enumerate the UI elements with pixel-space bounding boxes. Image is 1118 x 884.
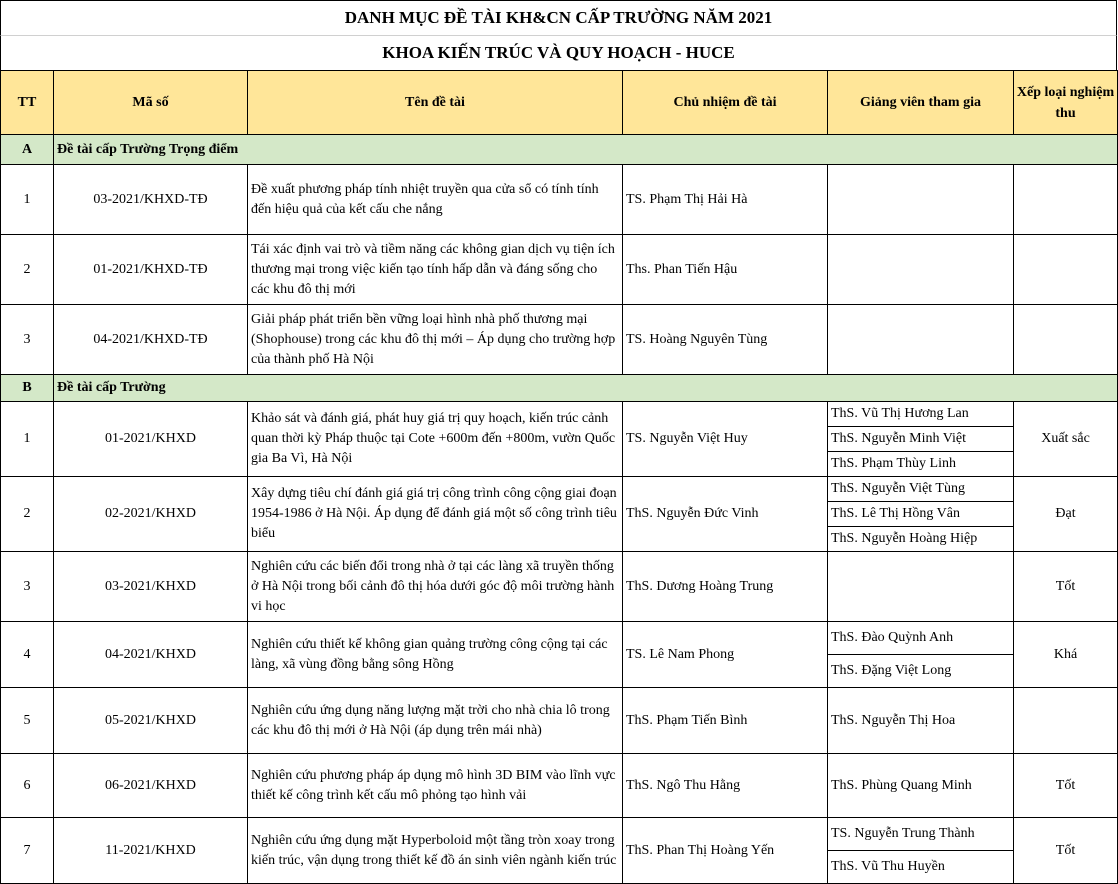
- participants-list: [828, 688, 1013, 753]
- section-name: Đề tài cấp Trường Trọng điểm: [54, 135, 1118, 165]
- row-topic: Nghiên cứu thiết kế không gian quảng trường công cộng tại các làng, xã vùng đồng bằng sông Hồng: [248, 622, 623, 688]
- participant-name: ThS. Vũ Thu Huyền: [831, 859, 945, 874]
- participant-name: ThS. Nguyễn Minh Việt: [828, 426, 1013, 451]
- row-rating: [1014, 235, 1118, 305]
- row-topic: Nghiên cứu phương pháp áp dụng mô hình 3D BIM vào lĩnh vực thiết kế công trình kết cấu mô phỏng tạo hình vải: [248, 754, 623, 818]
- row-participants: [828, 165, 1014, 235]
- row-rating: Khá: [1014, 622, 1118, 688]
- table-row: [1, 477, 1118, 552]
- row-code: 05-2021/KHXD: [54, 688, 248, 754]
- row-code: 01-2021/KHXD: [54, 402, 248, 477]
- row-lead: Ths. Phan Tiến Hậu: [623, 235, 828, 305]
- participant-name: ThS. Phùng Quang Minh: [831, 777, 972, 793]
- participant-name: ThS. Đào Quỳnh Anh: [828, 622, 1013, 655]
- header-lead: Chủ nhiệm đề tài: [623, 71, 828, 135]
- row-lead: ThS. Phan Thị Hoàng Yến: [623, 818, 828, 884]
- row-code: 04-2021/KHXD: [54, 622, 248, 688]
- table-row: [1, 622, 1118, 688]
- table-row: [1, 402, 1118, 477]
- section-row: [1, 135, 1118, 165]
- table-row: [1, 754, 1118, 818]
- participant-row: [828, 501, 1013, 526]
- participants-list: [828, 477, 1013, 551]
- table-row: [1, 688, 1118, 754]
- row-topic: Nghiên cứu các biến đổi trong nhà ở tại các làng xã truyền thống ở Hà Nội trong bối cảnh đô thị hóa dưới góc độ môi trường hành vi học: [248, 552, 623, 622]
- section-name: Đề tài cấp Trường: [54, 375, 1118, 402]
- row-participants: [828, 402, 1014, 477]
- row-lead: ThS. Dương Hoàng Trung: [623, 552, 828, 622]
- row-participants: [828, 622, 1014, 688]
- participant-name: TS. Nguyễn Trung Thành: [828, 818, 1013, 851]
- row-tt: 4: [1, 622, 54, 688]
- participant-row: [828, 622, 1013, 655]
- participant-row: [828, 402, 1013, 426]
- table-row: [1, 305, 1118, 375]
- row-topic: Khảo sát và đánh giá, phát huy giá trị quy hoạch, kiến trúc cảnh quan thời kỳ Pháp thuộc tại Cote +600m đến +800m, vườn Quốc gia Ba Vì, Hà Nội: [248, 402, 623, 477]
- participant-name: ThS. Phạm Thùy Linh: [831, 456, 956, 472]
- row-lead: TS. Nguyễn Việt Huy: [623, 402, 828, 477]
- header-row: [1, 71, 1118, 135]
- table-row: [1, 235, 1118, 305]
- participant-row: [828, 655, 1013, 688]
- row-participants: [828, 818, 1014, 884]
- row-participants: [828, 552, 1014, 622]
- participant-row: [828, 426, 1013, 451]
- row-lead: TS. Lê Nam Phong: [623, 622, 828, 688]
- participants-list: [828, 402, 1013, 476]
- table-row: [1, 552, 1118, 622]
- participant-name: ThS. Nguyễn Hoàng Hiệp: [831, 531, 978, 547]
- row-tt: 1: [1, 165, 54, 235]
- row-rating: Đạt: [1014, 477, 1118, 552]
- header-tt: TT: [1, 71, 54, 135]
- participant-row: [828, 754, 1013, 817]
- row-code: 06-2021/KHXD: [54, 754, 248, 818]
- row-participants: [828, 754, 1014, 818]
- participant-row: [828, 527, 1013, 551]
- row-tt: 5: [1, 688, 54, 754]
- row-participants: [828, 477, 1014, 552]
- header-code: Mã số: [54, 71, 248, 135]
- participant-row: [828, 851, 1013, 884]
- header-rating: Xếp loại nghiệm thu: [1014, 71, 1118, 135]
- row-lead: TS. Phạm Thị Hải Hà: [623, 165, 828, 235]
- participants-list: [828, 818, 1013, 883]
- row-rating: Tốt: [1014, 552, 1118, 622]
- table-row: [1, 818, 1118, 884]
- row-tt: 3: [1, 305, 54, 375]
- row-topic: Nghiên cứu ứng dụng mặt Hyperboloid một tầng tròn xoay trong kiến trúc, vận dụng trong thiết kế đồ án sinh viên ngành kiến trúc: [248, 818, 623, 884]
- row-code: 11-2021/KHXD: [54, 818, 248, 884]
- header-topic: Tên đề tài: [248, 71, 623, 135]
- row-topic: Đề xuất phương pháp tính nhiệt truyền qua cửa sổ có tính tính đến hiệu quả của kết cấu che nắng: [248, 165, 623, 235]
- row-code: 01-2021/KHXD-TĐ: [54, 235, 248, 305]
- section-letter: A: [1, 135, 54, 165]
- topics-table: [0, 70, 1118, 884]
- participant-row: [828, 452, 1013, 476]
- row-rating: [1014, 688, 1118, 754]
- participant-name: ThS. Vũ Thị Hương Lan: [828, 402, 1013, 426]
- row-rating: [1014, 305, 1118, 375]
- participant-name: ThS. Nguyễn Việt Tùng: [828, 477, 1013, 501]
- row-lead: TS. Hoàng Nguyên Tùng: [623, 305, 828, 375]
- participant-name: ThS. Lê Thị Hồng Vân: [828, 501, 1013, 526]
- row-tt: 2: [1, 235, 54, 305]
- row-rating: Xuất sắc: [1014, 402, 1118, 477]
- document-subtitle: KHOA KIẾN TRÚC VÀ QUY HOẠCH - HUCE: [0, 36, 1117, 71]
- participant-row: [828, 477, 1013, 501]
- row-code: 03-2021/KHXD: [54, 552, 248, 622]
- row-rating: Tốt: [1014, 754, 1118, 818]
- row-topic: Giải pháp phát triển bền vững loại hình nhà phố thương mại (Shophouse) trong các khu đô thị mới – Áp dụng cho trường hợp của thành phố Hà Nội: [248, 305, 623, 375]
- row-tt: 7: [1, 818, 54, 884]
- row-lead: ThS. Nguyễn Đức Vinh: [623, 477, 828, 552]
- row-code: 04-2021/KHXD-TĐ: [54, 305, 248, 375]
- section-letter: B: [1, 375, 54, 402]
- participant-row: [828, 688, 1013, 753]
- row-tt: 2: [1, 477, 54, 552]
- row-rating: [1014, 165, 1118, 235]
- participants-list: [828, 622, 1013, 687]
- row-participants: [828, 305, 1014, 375]
- participant-name: ThS. Đặng Việt Long: [831, 663, 952, 678]
- table-row: [1, 165, 1118, 235]
- row-topic: Xây dựng tiêu chí đánh giá giá trị công trình công cộng giai đoạn 1954-1986 ở Hà Nội. Áp dụng để đánh giá một số công trình tiêu biểu: [248, 477, 623, 552]
- participants-list: [828, 754, 1013, 817]
- row-code: 02-2021/KHXD: [54, 477, 248, 552]
- document-title: DANH MỤC ĐỀ TÀI KH&CN CẤP TRƯỜNG NĂM 2021: [0, 0, 1117, 36]
- row-lead: ThS. Ngô Thu Hằng: [623, 754, 828, 818]
- row-tt: 1: [1, 402, 54, 477]
- row-tt: 3: [1, 552, 54, 622]
- participant-row: [828, 818, 1013, 851]
- header-participants: Giảng viên tham gia: [828, 71, 1014, 135]
- row-topic: Tái xác định vai trò và tiềm năng các không gian dịch vụ tiện ích thương mại trong việc kiến tạo tính hấp dẫn và đáng sống cho các khu đô thị mới: [248, 235, 623, 305]
- row-participants: [828, 688, 1014, 754]
- row-rating: Tốt: [1014, 818, 1118, 884]
- row-tt: 6: [1, 754, 54, 818]
- participant-name: ThS. Nguyễn Thị Hoa: [831, 712, 956, 728]
- row-code: 03-2021/KHXD-TĐ: [54, 165, 248, 235]
- section-row: [1, 375, 1118, 402]
- row-topic: Nghiên cứu ứng dụng năng lượng mặt trời cho nhà chia lô trong các khu đô thị mới ở Hà Nội (áp dụng trên mái nhà): [248, 688, 623, 754]
- row-lead: ThS. Phạm Tiến Bình: [623, 688, 828, 754]
- row-participants: [828, 235, 1014, 305]
